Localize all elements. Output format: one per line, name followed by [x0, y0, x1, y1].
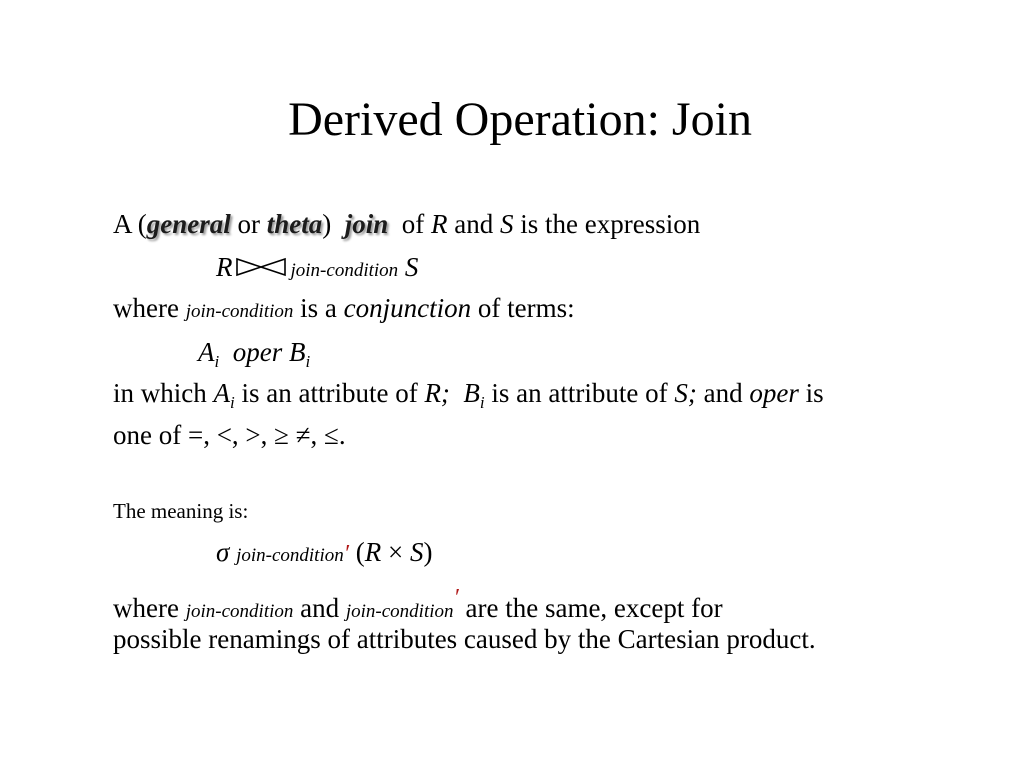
text: is a [293, 293, 344, 323]
attribute-a: A [198, 337, 215, 367]
text: A ( [113, 209, 147, 239]
attribute-a: A [213, 378, 230, 408]
text: where [113, 593, 186, 623]
join-condition-label: join-condition [290, 260, 399, 281]
join-condition-label: join-condition [236, 545, 344, 566]
slide-title: Derived Operation: Join [288, 93, 752, 146]
relation-r: R [431, 209, 448, 239]
times-symbol: × [381, 537, 410, 567]
sigma-symbol: σ [216, 537, 230, 567]
subscript: i [230, 393, 235, 412]
text: and [447, 209, 501, 239]
relation-s: S [404, 252, 419, 282]
text: are the same, except for [458, 593, 723, 623]
text: and [696, 378, 750, 408]
text: and [293, 593, 346, 623]
text: in which [113, 378, 214, 408]
prime-mark: ′ [343, 541, 349, 567]
join-term: join [344, 209, 389, 239]
oper-term: oper [232, 337, 283, 367]
relation-r: R [216, 252, 233, 282]
text: ( [355, 537, 365, 567]
relation-r: R [364, 537, 382, 567]
general-term: general [146, 209, 231, 239]
text: ) [423, 537, 433, 567]
meaning-label: The meaning is: [113, 499, 249, 523]
relation-s: S [409, 537, 424, 567]
subscript: i [305, 352, 311, 371]
oper-term: oper [749, 378, 799, 408]
operators-line: one of =, <, >, ≥ ≠, ≤. [113, 420, 346, 450]
attribute-b: B [463, 378, 480, 408]
text: of [401, 209, 432, 239]
subscript: i [479, 393, 485, 412]
join-condition-label: join-condition [185, 601, 294, 622]
join-condition-label: join-condition [345, 601, 454, 622]
term-expression [198, 335, 310, 379]
text: of terms: [471, 293, 575, 323]
subscript: i [214, 352, 220, 371]
text: is an attribute of [484, 378, 675, 408]
text: or [230, 209, 267, 239]
join-expression [216, 250, 418, 288]
definition-line [113, 207, 700, 241]
join-condition-label: join-condition [185, 301, 294, 322]
renaming-line: possible renamings of attributes caused by the Cartesian product. [113, 624, 816, 654]
conjunction-term: conjunction [343, 293, 472, 323]
relation-s: S; [674, 378, 697, 408]
theta-term: theta [266, 209, 323, 239]
text: is the expression [513, 209, 701, 239]
text: ) [322, 209, 332, 239]
where-line [113, 291, 575, 329]
text: is an attribute of [234, 378, 425, 408]
text: where [113, 293, 186, 323]
prime-mark: ′ [453, 585, 459, 611]
relation-s: S [500, 209, 514, 239]
in-which-line [113, 376, 824, 420]
join-bowtie-icon [235, 256, 287, 278]
selection-expression [216, 535, 432, 573]
relation-r: R; [424, 378, 450, 408]
text: is [798, 378, 824, 408]
attribute-b: B [288, 337, 306, 367]
